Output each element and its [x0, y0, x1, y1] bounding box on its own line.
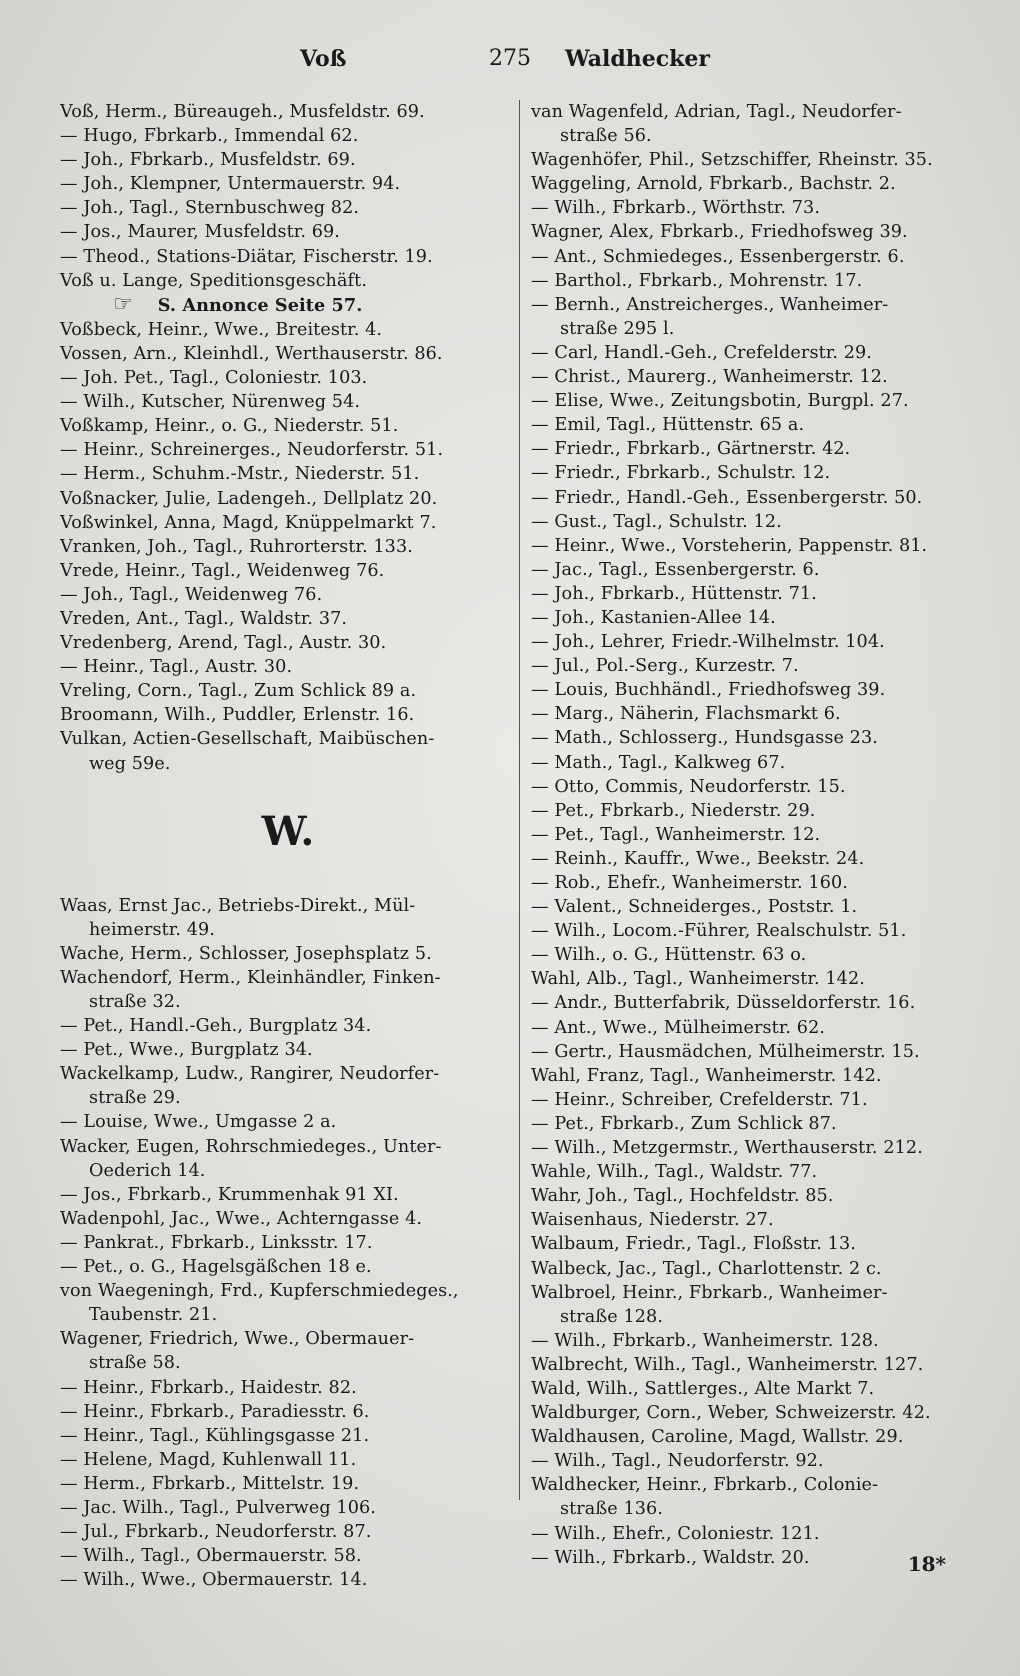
entry-line: — Joh., Lehrer, Friedr.-Wilhelmstr. 104. [531, 632, 885, 653]
entry-line: Voß u. Lange, Speditionsgeschäft. [60, 270, 368, 291]
directory-entry [531, 461, 961, 485]
directory-entry [531, 847, 961, 871]
directory-entry [531, 823, 961, 847]
entry-line: — Rob., Ehefr., Wanheimerstr. 160. [531, 873, 849, 893]
directory-entry [60, 894, 516, 942]
entry-line: — Ant., Schmiedeges., Essenbergerstr. 6. [531, 246, 905, 267]
entry-line: — Wilh., Fbrkarb., Wörthstr. 73. [531, 198, 821, 219]
entry-line: — Wilh., Tagl., Obermauerstr. 58. [60, 1546, 362, 1567]
directory-entry [60, 487, 516, 511]
directory-entry [60, 438, 516, 462]
entry-line: Wagner, Alex, Fbrkarb., Friedhofsweg 39. [531, 222, 908, 243]
directory-entry [60, 942, 516, 966]
entry-line: Wahr, Joh., Tagl., Hochfeldstr. 85. [531, 1186, 834, 1207]
entry-line: Waggeling, Arnold, Fbrkarb., Bachstr. 2. [531, 174, 896, 195]
entry-continuation: straße 58. [89, 1353, 181, 1374]
directory-entry [531, 341, 961, 365]
directory-entry [531, 702, 961, 726]
directory-entry [531, 293, 961, 341]
directory-entry [531, 943, 961, 967]
entry-line: — Joh., Klempner, Untermauerstr. 94. [60, 174, 401, 195]
directory-entry [531, 1064, 961, 1088]
entry-line: — Jos., Fbrkarb., Krummenhak 91 XI. [60, 1184, 399, 1205]
entry-line: Vreling, Corn., Tagl., Zum Schlick 89 a. [60, 681, 417, 702]
directory-entry [60, 1231, 516, 1255]
directory-entry [60, 1496, 516, 1520]
directory-entry [531, 1546, 961, 1570]
directory-entry [60, 269, 516, 293]
entry-continuation: heimerstr. 49. [89, 919, 216, 940]
entry-line: — Herm., Fbrkarb., Mittelstr. 19. [60, 1473, 360, 1494]
directory-entry [60, 220, 516, 244]
directory-entry [531, 245, 961, 269]
entry-line: Walbeck, Jac., Tagl., Charlottenstr. 2 c. [531, 1258, 882, 1279]
entry-line: — Otto, Commis, Neudorferstr. 15. [531, 776, 846, 797]
entry-line: — Jac., Tagl., Essenbergerstr. 6. [531, 559, 820, 580]
directory-entry [60, 1448, 516, 1472]
directory-entry [531, 1449, 961, 1473]
directory-entry [531, 389, 961, 413]
entry-continuation: straße 295 l. [560, 318, 675, 339]
directory-entry [531, 1281, 961, 1329]
directory-entry [531, 1329, 961, 1353]
directory-entry [531, 1353, 961, 1377]
right-column [531, 100, 961, 1570]
entry-line: Voßkamp, Heinr., o. G., Niederstr. 51. [60, 416, 399, 437]
directory-entry [60, 245, 516, 269]
directory-entry [60, 1544, 516, 1568]
directory-entry [531, 1112, 961, 1136]
directory-entry [531, 895, 961, 919]
entry-line: — Math., Schlosserg., Hundsgasse 23. [531, 728, 878, 749]
directory-entry [60, 1135, 516, 1183]
directory-entry [60, 1183, 516, 1207]
directory-entry [60, 390, 516, 414]
directory-entry [60, 342, 516, 366]
directory-entry [531, 148, 961, 172]
directory-entry [60, 631, 516, 655]
entry-line: — Friedr., Fbrkarb., Gärtnerstr. 42. [531, 439, 851, 460]
entry-line: Wachendorf, Herm., Kleinhändler, Finken- [60, 967, 441, 988]
entry-line: — Reinh., Kauffr., Wwe., Beekstr. 24. [531, 848, 865, 869]
entry-line: — Valent., Schneiderges., Poststr. 1. [531, 897, 858, 918]
entry-line: — Heinr., Fbrkarb., Paradiesstr. 6. [60, 1401, 370, 1422]
entry-continuation: straße 136. [560, 1499, 664, 1520]
entry-line: Waldhecker, Heinr., Fbrkarb., Colonie- [531, 1475, 879, 1496]
entry-line: — Wilh., Fbrkarb., Wanheimerstr. 128. [531, 1330, 879, 1351]
entry-line: — Friedr., Handl.-Geh., Essenbergerstr. 50. [531, 487, 923, 508]
entry-line: — Jos., Maurer, Musfeldstr. 69. [60, 222, 340, 243]
entry-line: — Marg., Näherin, Flachsmarkt 6. [531, 704, 841, 725]
entry-continuation: Taubenstr. 21. [89, 1305, 218, 1326]
entry-line: — Heinr., Tagl., Austr. 30. [60, 657, 293, 678]
entry-line: — Joh., Tagl., Sternbuschweg 82. [60, 198, 360, 219]
directory-entry [60, 1472, 516, 1496]
entry-line: — Wilh., Metzgermstr., Werthauserstr. 212. [531, 1138, 923, 1159]
directory-entry [60, 655, 516, 679]
entry-line: — Heinr., Fbrkarb., Haidestr. 82. [60, 1377, 357, 1398]
entry-line: — Theod., Stations-Diätar, Fischerstr. 19. [60, 246, 433, 267]
entry-line: — Pet., Fbrkarb., Zum Schlick 87. [531, 1113, 837, 1134]
header-right-catchword: Waldhecker [564, 46, 710, 72]
directory-entry [531, 678, 961, 702]
directory-entry [531, 437, 961, 461]
directory-entry [60, 583, 516, 607]
page-number: 275 [489, 46, 531, 71]
entry-line: — Elise, Wwe., Zeitungsbotin, Burgpl. 27. [531, 391, 909, 412]
entry-continuation: straße 128. [560, 1306, 664, 1327]
entry-line: Vredenberg, Arend, Tagl., Austr. 30. [60, 633, 387, 654]
directory-entry [531, 196, 961, 220]
directory-entry [60, 462, 516, 486]
entry-line: — Helene, Magd, Kuhlenwall 11. [60, 1449, 357, 1470]
directory-entry [531, 365, 961, 389]
directory-entry [60, 366, 516, 390]
entry-line: — Louis, Buchhändl., Friedhofsweg 39. [531, 680, 886, 701]
entry-line: — Herm., Schuhm.-Mstr., Niederstr. 51. [60, 464, 420, 485]
header-left-catchword: Voß [300, 46, 347, 72]
directory-entry [531, 871, 961, 895]
directory-entry [531, 726, 961, 750]
directory-entry [60, 1110, 516, 1134]
directory-entry [60, 1424, 516, 1448]
directory-entry [60, 124, 516, 148]
directory-entry [531, 172, 961, 196]
directory-entry [60, 1207, 516, 1231]
entry-line: Waldhausen, Caroline, Magd, Wallstr. 29. [531, 1427, 904, 1448]
entry-line: — Joh., Kastanien-Allee 14. [531, 607, 776, 628]
directory-entry [60, 1327, 516, 1375]
entry-line: — Heinr., Wwe., Vorsteherin, Pappenstr. 81. [531, 535, 928, 556]
directory-entry [60, 1279, 516, 1327]
directory-entry [531, 1522, 961, 1546]
entry-line: Vreden, Ant., Tagl., Waldstr. 37. [60, 608, 348, 629]
directory-entry [60, 196, 516, 220]
entry-line: Wagenhöfer, Phil., Setzschiffer, Rheinstr. 35. [531, 150, 933, 171]
entry-line: — Wilh., Fbrkarb., Waldstr. 20. [531, 1547, 810, 1568]
entry-line: Broomann, Wilh., Puddler, Erlenstr. 16. [60, 705, 415, 726]
directory-entry [531, 534, 961, 558]
entry-line: — Pet., Handl.-Geh., Burgplatz 34. [60, 1016, 372, 1037]
entry-line: — Jul., Fbrkarb., Neudorferstr. 87. [60, 1522, 372, 1543]
entry-line: — Bernh., Anstreicherges., Wanheimer- [531, 294, 889, 315]
entry-line: — Friedr., Fbrkarb., Schulstr. 12. [531, 463, 831, 484]
entry-line: — Wilh., Ehefr., Coloniestr. 121. [531, 1523, 820, 1544]
directory-entry [60, 1014, 516, 1038]
left-column [60, 100, 516, 1592]
directory-entry [531, 1160, 961, 1184]
directory-entry [60, 1038, 516, 1062]
directory-entry [531, 486, 961, 510]
entry-line: Wahl, Franz, Tagl., Wanheimerstr. 142. [531, 1065, 882, 1086]
directory-entry [531, 1184, 961, 1208]
directory-entry [531, 919, 961, 943]
left-entries-w [60, 894, 516, 1593]
directory-entry [531, 1088, 961, 1112]
entry-continuation: straße 32. [89, 992, 181, 1012]
entry-line: — Joh., Fbrkarb., Hüttenstr. 71. [531, 583, 817, 604]
entry-continuation: Oederich 14. [89, 1160, 206, 1181]
directory-entry [531, 1377, 961, 1401]
entry-continuation: straße 56. [560, 126, 652, 147]
directory-entry [60, 559, 516, 583]
directory-entry [531, 558, 961, 582]
entry-line: Waas, Ernst Jac., Betriebs-Direkt., Mül- [60, 895, 416, 916]
directory-entry [531, 1040, 961, 1064]
entry-line: — Pet., o. G., Hagelsgäßchen 18 e. [60, 1257, 372, 1278]
directory-entry [531, 967, 961, 991]
entry-line: Wache, Herm., Schlosser, Josephsplatz 5. [60, 943, 432, 964]
right-entries [531, 100, 961, 1570]
entry-line: — Heinr., Tagl., Kühlingsgasse 21. [60, 1425, 370, 1446]
entry-line: — Gust., Tagl., Schulstr. 12. [531, 511, 782, 532]
entry-line: — Ant., Wwe., Mülheimerstr. 62. [531, 1017, 826, 1038]
entry-continuation: weg 59e. [89, 753, 171, 774]
directory-entry [531, 991, 961, 1015]
section-letter-w: W. [261, 807, 315, 855]
entry-line: von Waegeningh, Frd., Kupferschmiedeges., [60, 1281, 459, 1302]
directory-entry [531, 1136, 961, 1160]
entry-line: — Emil, Tagl., Hüttenstr. 65 a. [531, 415, 805, 436]
directory-entry [60, 511, 516, 535]
directory-entry [531, 1473, 961, 1521]
directory-entry [60, 148, 516, 172]
annonce-text: S. Annonce Seite 57. [157, 294, 363, 316]
entry-line: — Wilh., Kutscher, Nürenweg 54. [60, 392, 361, 413]
directory-entry [531, 220, 961, 244]
directory-entry [60, 1568, 516, 1592]
entry-line: Vrede, Heinr., Tagl., Weidenweg 76. [60, 560, 385, 581]
directory-entry [531, 100, 961, 148]
directory-entry [60, 318, 516, 342]
entry-line: Voßbeck, Heinr., Wwe., Breitestr. 4. [60, 319, 383, 340]
left-entries-mid [60, 318, 516, 776]
directory-entry [531, 1016, 961, 1040]
directory-entry [60, 535, 516, 559]
entry-line: Wahle, Wilh., Tagl., Waldstr. 77. [531, 1162, 818, 1183]
directory-entry [60, 703, 516, 727]
directory-entry [60, 1400, 516, 1424]
entry-line: Wahl, Alb., Tagl., Wanheimerstr. 142. [531, 969, 865, 990]
entry-line: — Heinr., Schreinerges., Neudorferstr. 51. [60, 440, 444, 461]
entry-line: Voßwinkel, Anna, Magd, Knüppelmarkt 7. [60, 512, 437, 533]
entry-line: Waldburger, Corn., Weber, Schweizerstr. 42. [531, 1403, 931, 1424]
directory-entry [531, 654, 961, 678]
directory-entry [531, 751, 961, 775]
entry-line: Waisenhaus, Niederstr. 27. [531, 1210, 774, 1231]
entry-line: — Wilh., o. G., Hüttenstr. 63 o. [531, 945, 807, 966]
directory-entry [60, 414, 516, 438]
entry-line: Vossen, Arn., Kleinhdl., Werthauserstr. 86. [60, 343, 443, 364]
entry-line: — Louise, Wwe., Umgasse 2 a. [60, 1112, 337, 1133]
pointing-hand-icon: ☞ [113, 291, 133, 317]
directory-entry [60, 607, 516, 631]
directory-entry [531, 799, 961, 823]
directory-entry [531, 606, 961, 630]
directory-entry [60, 1376, 516, 1400]
entry-line: Voß, Herm., Büreaugeh., Musfeldstr. 69. [60, 102, 425, 122]
running-header [60, 46, 960, 80]
directory-entry [531, 775, 961, 799]
directory-entry [531, 413, 961, 437]
entry-line: Wacker, Eugen, Rohrschmiedeges., Unter- [60, 1136, 442, 1157]
directory-entry [531, 630, 961, 654]
directory-entry [531, 1401, 961, 1425]
entry-line: — Christ., Maurerg., Wanheimerstr. 12. [531, 367, 888, 388]
entry-line: — Gertr., Hausmädchen, Mülheimerstr. 15. [531, 1041, 920, 1062]
entry-line: Wadenpohl, Jac., Wwe., Achterngasse 4. [60, 1208, 423, 1229]
directory-entry [60, 727, 516, 775]
directory-entry [531, 1232, 961, 1256]
annonce-reference [60, 293, 516, 318]
directory-entry [60, 679, 516, 703]
entry-line: — Joh. Pet., Tagl., Coloniestr. 103. [60, 368, 368, 389]
entry-line: — Andr., Butterfabrik, Düsseldorferstr. 16. [531, 993, 916, 1014]
entry-line: Wald, Wilh., Sattlerges., Alte Markt 7. [531, 1378, 875, 1399]
signature-mark: 18* [907, 1552, 946, 1576]
entry-line: — Pet., Tagl., Wanheimerstr. 12. [531, 824, 821, 845]
entry-line: — Wilh., Tagl., Neudorferstr. 92. [531, 1451, 824, 1472]
entry-line: Wackelkamp, Ludw., Rangirer, Neudorfer- [60, 1064, 440, 1085]
directory-entry [60, 172, 516, 196]
entry-line: — Pet., Fbrkarb., Niederstr. 29. [531, 800, 816, 821]
entry-continuation: straße 29. [89, 1088, 181, 1109]
entry-line: — Barthol., Fbrkarb., Mohrenstr. 17. [531, 270, 863, 291]
directory-entry [531, 1257, 961, 1281]
entry-line: Walbrecht, Wilh., Tagl., Wanheimerstr. 127. [531, 1354, 924, 1375]
entry-line: Vulkan, Actien-Gesellschaft, Maibüschen- [60, 729, 435, 750]
entry-line: Walbaum, Friedr., Tagl., Floßstr. 13. [531, 1234, 856, 1255]
left-entries-top [60, 100, 516, 293]
entry-line: — Pankrat., Fbrkarb., Linksstr. 17. [60, 1232, 373, 1253]
entry-line: Wagener, Friedrich, Wwe., Obermauer- [60, 1329, 415, 1350]
entry-line: Voßnacker, Julie, Ladengeh., Dellplatz 20. [60, 488, 438, 509]
directory-entry [531, 510, 961, 534]
entry-line: Vranken, Joh., Tagl., Ruhrorterstr. 133. [60, 536, 413, 557]
entry-line: — Math., Tagl., Kalkweg 67. [531, 752, 786, 773]
entry-line: — Wilh., Wwe., Obermauerstr. 14. [60, 1570, 368, 1591]
directory-entry [531, 1425, 961, 1449]
directory-entry [60, 1062, 516, 1110]
entry-line: — Jul., Pol.-Serg., Kurzestr. 7. [531, 656, 799, 677]
entry-line: — Hugo, Fbrkarb., Immendal 62. [60, 126, 359, 147]
entry-line: — Joh., Tagl., Weidenweg 76. [60, 584, 323, 605]
entry-line: — Heinr., Schreiber, Crefelderstr. 71. [531, 1089, 868, 1110]
entry-line: — Jac. Wilh., Tagl., Pulverweg 106. [60, 1497, 376, 1518]
directory-entry [60, 966, 516, 1014]
entry-line: — Pet., Wwe., Burgplatz 34. [60, 1040, 313, 1061]
entry-line: van Wagenfeld, Adrian, Tagl., Neudorfer- [531, 102, 902, 122]
directory-entry [60, 100, 516, 124]
entry-line: — Carl, Handl.-Geh., Crefelderstr. 29. [531, 342, 872, 363]
directory-entry [531, 582, 961, 606]
directory-entry [60, 1255, 516, 1279]
entry-line: — Wilh., Locom.-Führer, Realschulstr. 51. [531, 921, 907, 942]
entry-line: Walbroel, Heinr., Fbrkarb., Wanheimer- [531, 1282, 888, 1303]
directory-entry [531, 269, 961, 293]
directory-entry [531, 1208, 961, 1232]
directory-entry [60, 1520, 516, 1544]
entry-line: — Joh., Fbrkarb., Musfeldstr. 69. [60, 150, 356, 171]
column-divider [519, 100, 520, 1500]
